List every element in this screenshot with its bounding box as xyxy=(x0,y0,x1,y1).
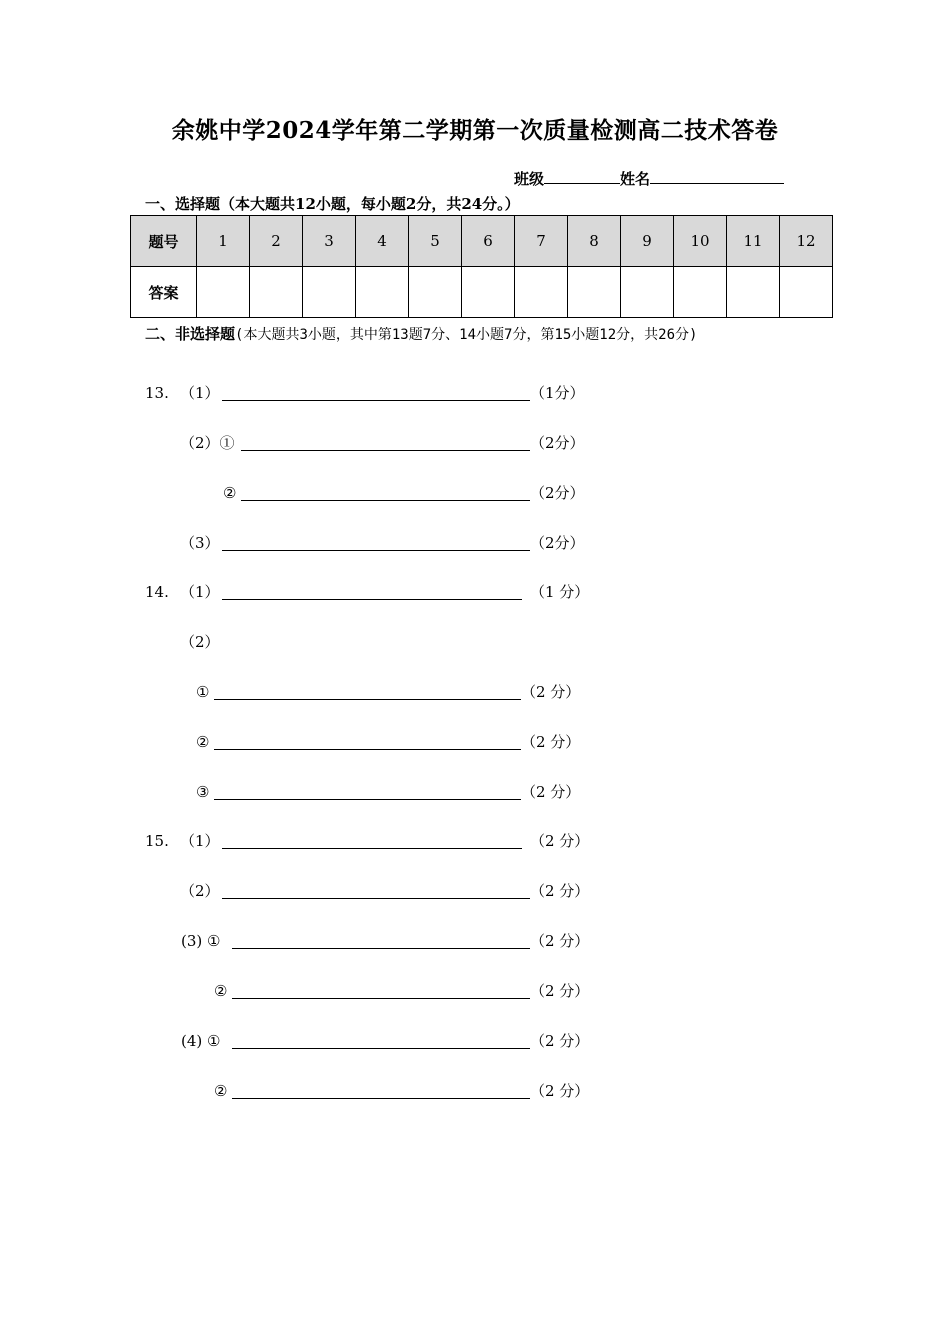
question-number-cell: 1 xyxy=(197,216,250,267)
question-number-cell: 12 xyxy=(780,216,833,267)
q13-part2-score: （2分） xyxy=(530,434,585,452)
page-title: 余姚中学2024学年第二学期第一次质量检测高二技术答卷 xyxy=(171,117,779,144)
question-number-cell: 10 xyxy=(674,216,727,267)
answer-cell[interactable] xyxy=(727,267,780,318)
q14-number: 14. xyxy=(145,583,169,601)
q15-part4b-answer-line[interactable] xyxy=(232,1098,530,1099)
q14-c1-line xyxy=(0,682,950,702)
question-number-cell: 5 xyxy=(409,216,462,267)
question-number-cell: 3 xyxy=(303,216,356,267)
q14-c3-label: ③ xyxy=(196,783,210,801)
question-number-cell: 8 xyxy=(568,216,621,267)
q13-part2-label: （2）① xyxy=(180,434,235,452)
name-blank[interactable] xyxy=(650,169,784,184)
q13-part2-line xyxy=(0,433,950,453)
q14-c2-label: ② xyxy=(196,733,210,751)
q14-c2-line xyxy=(0,732,950,752)
q15-part4-score: （2 分） xyxy=(530,1032,590,1050)
q13-part3-answer-line[interactable] xyxy=(222,550,530,551)
answer-grid xyxy=(130,215,833,318)
q13-part3-score: （2分） xyxy=(530,534,585,552)
q15-part4b-score: （2 分） xyxy=(530,1082,590,1100)
q14-part1-label: （1） xyxy=(180,583,220,601)
q13-part2b-line xyxy=(0,483,950,503)
q14-c1-score: （2 分） xyxy=(521,683,581,701)
class-label: 班级 xyxy=(514,170,545,188)
q14-c3-answer-line[interactable] xyxy=(214,799,521,800)
q13-part2b-score: （2分） xyxy=(530,484,585,502)
section2-heading: 二、非选择题 xyxy=(145,325,236,343)
q13-part1-line xyxy=(0,383,950,403)
answer-cell[interactable] xyxy=(356,267,409,318)
q13-part3-line xyxy=(0,533,950,553)
q14-part1-score: （1 分） xyxy=(530,583,590,601)
answer-cell[interactable] xyxy=(409,267,462,318)
answer-cell[interactable] xyxy=(621,267,674,318)
question-number-cell: 2 xyxy=(250,216,303,267)
q15-part2-answer-line[interactable] xyxy=(222,898,530,899)
q15-part3b-answer-line[interactable] xyxy=(232,998,530,999)
q15-part4b-label: ② xyxy=(214,1082,228,1100)
section1-title: 一、选择题（本大题共12小题，每小题2分，共24分。） xyxy=(145,195,520,213)
q15-part3-answer-line[interactable] xyxy=(232,948,530,949)
q15-part4-label: (4) ① xyxy=(181,1032,221,1050)
q15-part4-line xyxy=(0,1031,950,1051)
q13-part1-label: （1） xyxy=(180,384,220,402)
q14-c2-score: （2 分） xyxy=(521,733,581,751)
number-row-label: 题号 xyxy=(131,216,197,267)
answer-cell[interactable] xyxy=(515,267,568,318)
q13-number: 13. xyxy=(145,384,169,402)
q15-part4-answer-line[interactable] xyxy=(232,1048,530,1049)
q15-part2-label: （2） xyxy=(180,882,220,900)
question-number-cell: 4 xyxy=(356,216,409,267)
answer-cell[interactable] xyxy=(197,267,250,318)
q13-part1-score: （1分） xyxy=(530,384,585,402)
answer-cell[interactable] xyxy=(568,267,621,318)
answer-cell[interactable] xyxy=(462,267,515,318)
question-number-cell: 9 xyxy=(621,216,674,267)
q15-part1-answer-line[interactable] xyxy=(222,848,522,849)
answer-cell[interactable] xyxy=(674,267,727,318)
section2-description: (本大题共3小题，其中第13题7分、14小题7分，第15小题12分，共26分) xyxy=(235,327,698,343)
q13-part2b-label: ② xyxy=(223,484,237,502)
q15-part3-line xyxy=(0,931,950,951)
q15-number: 15. xyxy=(145,832,169,850)
q15-part2-score: （2 分） xyxy=(530,882,590,900)
answer-cell[interactable] xyxy=(303,267,356,318)
name-label: 姓名 xyxy=(620,170,651,188)
q13-part1-answer-line[interactable] xyxy=(222,400,530,401)
q15-part3b-score: （2 分） xyxy=(530,982,590,1000)
q15-part3-score: （2 分） xyxy=(530,932,590,950)
answer-cell[interactable] xyxy=(780,267,833,318)
q14-part1-answer-line[interactable] xyxy=(222,599,522,600)
class-blank[interactable] xyxy=(544,169,620,184)
q14-c3-score: （2 分） xyxy=(521,783,581,801)
answer-row-label: 答案 xyxy=(131,267,197,318)
section2-title xyxy=(145,322,825,347)
q13-part2-answer-line[interactable] xyxy=(241,450,530,451)
q15-part3-label: (3) ① xyxy=(181,932,221,950)
q14-c1-label: ① xyxy=(196,683,210,701)
q15-part1-score: （2 分） xyxy=(530,832,590,850)
question-number-cell: 6 xyxy=(462,216,515,267)
answer-cell[interactable] xyxy=(250,267,303,318)
q14-c1-answer-line[interactable] xyxy=(214,699,521,700)
q15-part3b-label: ② xyxy=(214,982,228,1000)
q15-part3b-line xyxy=(0,981,950,1001)
q15-part4b-line xyxy=(0,1081,950,1101)
q15-part2-line xyxy=(0,881,950,901)
q14-c3-line xyxy=(0,782,950,802)
q15-part1-line xyxy=(0,831,950,851)
question-number-cell: 7 xyxy=(515,216,568,267)
q14-c2-answer-line[interactable] xyxy=(214,749,521,750)
q15-part1-label: （1） xyxy=(180,832,220,850)
student-info-row xyxy=(514,168,784,189)
q13-part2b-answer-line[interactable] xyxy=(241,500,530,501)
question-number-cell: 11 xyxy=(727,216,780,267)
q14-part2-line xyxy=(0,632,950,652)
q14-part1-line xyxy=(0,582,950,602)
answer-grid-number-row xyxy=(131,216,833,267)
q13-part3-label: （3） xyxy=(180,534,220,552)
q14-part2-label: （2） xyxy=(180,633,220,651)
answer-grid-answer-row xyxy=(131,267,833,318)
